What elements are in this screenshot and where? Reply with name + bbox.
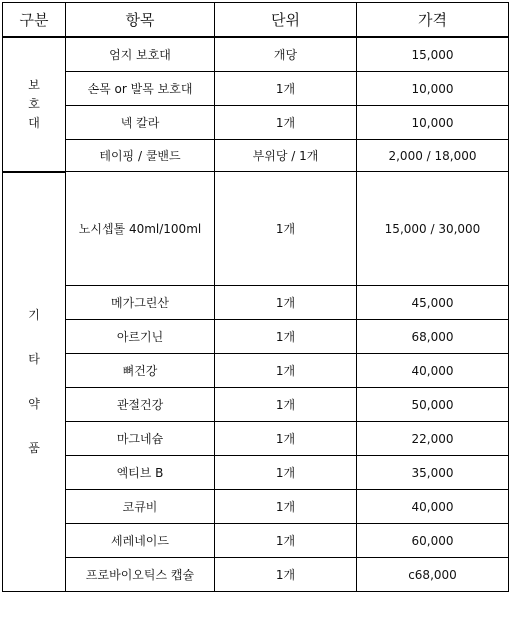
unit-cell: 1개 <box>215 354 357 388</box>
header-unit: 단위 <box>215 3 357 38</box>
unit-cell: 1개 <box>215 456 357 490</box>
price-cell: 68,000 <box>357 320 509 354</box>
item-cell: 메가그린산 <box>66 286 215 320</box>
category-char: 호 <box>28 96 40 111</box>
item-cell: 노시셉톨 40ml/100ml <box>66 172 215 286</box>
price-cell: 10,000 <box>357 72 509 106</box>
unit-cell: 1개 <box>215 524 357 558</box>
price-cell: 15,000 / 30,000 <box>357 172 509 286</box>
price-cell: 40,000 <box>357 354 509 388</box>
price-cell: 22,000 <box>357 422 509 456</box>
item-cell: 세레네이드 <box>66 524 215 558</box>
category-char: 타 <box>28 352 40 367</box>
price-cell: 10,000 <box>357 106 509 140</box>
table-row <box>3 354 509 388</box>
category-char: 품 <box>28 441 40 456</box>
table-row <box>3 456 509 490</box>
item-cell: 엄지 보호대 <box>66 37 215 72</box>
item-cell: 뼈건강 <box>66 354 215 388</box>
table-row <box>3 320 509 354</box>
unit-cell: 1개 <box>215 72 357 106</box>
table-row <box>3 172 509 286</box>
table-row <box>3 72 509 106</box>
unit-cell: 1개 <box>215 286 357 320</box>
table-row <box>3 490 509 524</box>
table-row <box>3 37 509 72</box>
table-row <box>3 140 509 172</box>
price-cell: c68,000 <box>357 558 509 592</box>
table-row <box>3 106 509 140</box>
header-category: 구분 <box>3 3 66 38</box>
price-cell: 40,000 <box>357 490 509 524</box>
table-row <box>3 388 509 422</box>
price-table <box>2 2 509 592</box>
unit-cell: 1개 <box>215 422 357 456</box>
header-item: 항목 <box>66 3 215 38</box>
price-cell: 15,000 <box>357 37 509 72</box>
table-row <box>3 286 509 320</box>
table-row <box>3 558 509 592</box>
item-cell: 손목 or 발목 보호대 <box>66 72 215 106</box>
price-cell: 2,000 / 18,000 <box>357 140 509 172</box>
item-cell: 관절건강 <box>66 388 215 422</box>
unit-cell: 부위당 / 1개 <box>215 140 357 172</box>
unit-cell: 1개 <box>215 490 357 524</box>
table-row <box>3 422 509 456</box>
category-other-medicine <box>3 172 66 592</box>
item-cell: 아르기닌 <box>66 320 215 354</box>
category-protector <box>3 37 66 172</box>
unit-cell: 1개 <box>215 106 357 140</box>
item-cell: 테이핑 / 쿨밴드 <box>66 140 215 172</box>
price-cell: 35,000 <box>357 456 509 490</box>
item-cell: 엑티브 B <box>66 456 215 490</box>
price-cell: 50,000 <box>357 388 509 422</box>
unit-cell: 1개 <box>215 388 357 422</box>
category-char: 보 <box>28 78 40 93</box>
unit-cell: 1개 <box>215 558 357 592</box>
price-cell: 60,000 <box>357 524 509 558</box>
category-char: 약 <box>28 396 40 411</box>
item-cell: 마그네슘 <box>66 422 215 456</box>
category-char: 기 <box>28 307 40 322</box>
item-cell: 프로바이오틱스 캡슐 <box>66 558 215 592</box>
price-cell: 45,000 <box>357 286 509 320</box>
table-row <box>3 524 509 558</box>
unit-cell: 1개 <box>215 172 357 286</box>
item-cell: 넥 칼라 <box>66 106 215 140</box>
category-char: 대 <box>28 115 40 130</box>
unit-cell: 개당 <box>215 37 357 72</box>
header-row <box>3 3 509 38</box>
item-cell: 코큐비 <box>66 490 215 524</box>
header-price: 가격 <box>357 3 509 38</box>
unit-cell: 1개 <box>215 320 357 354</box>
